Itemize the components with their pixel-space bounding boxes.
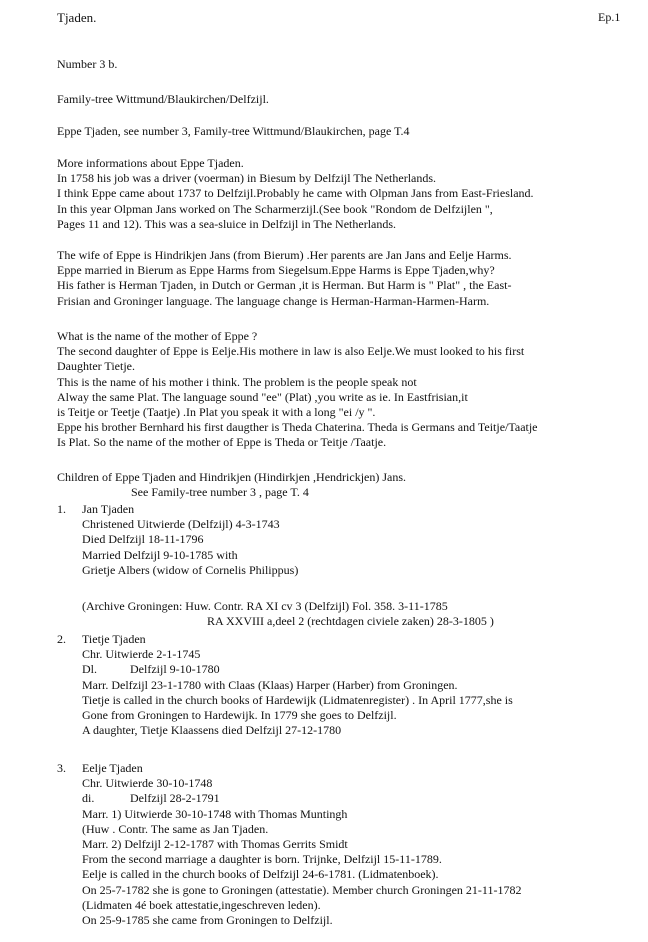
text-line: Eppe married in Bierum as Eppe Harms from Siegelsum.Eppe Harms is Eppe Tjaden,why?: [57, 263, 495, 278]
child-2-entry: [57, 632, 642, 738]
child-2-number: 2.: [57, 632, 66, 646]
family-tree-block: [57, 92, 642, 107]
died-label: Dl.: [82, 662, 97, 677]
text-line: Chr. Uitwierde 2-1-1745: [82, 647, 201, 662]
mother-paragraph: [57, 329, 642, 451]
text-line: Died Delfzijl 18-11-1796: [82, 532, 204, 547]
text-line: is Teitje or Teetje (Taatje) .In Plat you speak it with a long "ei /y ".: [57, 405, 376, 420]
more-info-paragraph: [57, 156, 642, 232]
children-heading: Children of Eppe Tjaden and Hindrikjen (Hindirkjen ,Hendrickjen) Jans.: [57, 470, 407, 484]
text-line: On 25-9-1785 she came from Groningen to Delfzijl.: [82, 913, 333, 928]
died-value: Delfzijl 28-2-1791: [130, 791, 220, 806]
text-line: His father is Herman Tjaden, in Dutch or German ,it is Herman. But Harm is " Plat" , the East-: [57, 278, 512, 293]
text-line: More informations about Eppe Tjaden.: [57, 156, 244, 170]
child-1-entry: [57, 502, 642, 578]
text-line: I think Eppe came about 1737 to Delfzijl.Probably he came with Olpman Jans from East-Friesland.: [57, 186, 534, 201]
child-1-number: 1.: [57, 502, 66, 516]
text-line: Married Delfzijl 9-10-1785 with: [82, 547, 238, 562]
text-line: Marr. 2) Delfzijl 2-12-1787 with Thomas Gerrits Smidt: [82, 837, 348, 852]
text-line: Marr. 1) Uitwierde 30-10-1748 with Thomas Muntingh: [82, 806, 348, 821]
child-3-entry: [57, 761, 642, 928]
text-line: Pages 11 and 12). This was a sea-sluice in Delfzijl in The Netherlands.: [57, 216, 397, 231]
text-line: From the second marriage a daughter is born. Trijnke, Delfzijl 15-11-1789.: [82, 852, 442, 867]
child-1-name: Jan Tjaden: [82, 502, 135, 516]
text-line: Frisian and Groninger language. The language change is Herman-Harman-Harmen-Harm.: [57, 293, 490, 308]
text-line: Gone from Groningen to Hardewijk. In 1779 she goes to Delfzijl.: [82, 708, 397, 723]
text-line: (Huw . Contr. The same as Jan Tjaden.: [82, 821, 269, 836]
child-1-archive: [57, 599, 642, 629]
number-line-block: [57, 57, 642, 72]
header-page-code: Ep.1: [598, 10, 621, 24]
wife-paragraph: [57, 248, 642, 309]
died-value: Delfzijl 9-10-1780: [130, 662, 220, 677]
child-3-number: 3.: [57, 761, 66, 775]
number-line: Number 3 b.: [57, 57, 118, 71]
died-label: di.: [82, 791, 95, 806]
text-line: Marr. Delfzijl 23-1-1780 with Claas (Klaas) Harper (Harber) from Groningen.: [82, 677, 458, 692]
text-line: Eppe his brother Bernhard his first daugther is Theda Chaterina. Theda is Germans and Teitje/Taatje: [57, 420, 538, 435]
children-see-reference: See Family-tree number 3 , page T. 4: [131, 485, 309, 500]
text-line: Tietje is called in the church books of Hardewijk (Lidmatenregister) . In April 1777,she is: [82, 692, 513, 707]
family-tree-line: Family-tree Wittmund/Blaukirchen/Delfzijl.: [57, 92, 269, 106]
text-line: Christened Uitwierde (Delfzijl) 4-3-1743: [82, 517, 280, 532]
text-line: On 25-7-1782 she is gone to Groningen (attestatie). Member church Groningen 21-11-1782: [82, 882, 522, 897]
text-line: The second daughter of Eppe is Eelje.His mothere in law is also Eelje.We must looked to his first: [57, 344, 525, 359]
archive-line: RA XXVIII a,deel 2 (rechtdagen civiele zaken) 28-3-1805 ): [207, 614, 494, 629]
text-line: In this year Olpman Jans worked on The Scharmerzijl.(See book "Rondom de Delfzijlen ",: [57, 201, 493, 216]
archive-line: (Archive Groningen: Huw. Contr. RA XI cv 3 (Delfzijl) Fol. 358. 3-11-1785: [82, 599, 448, 613]
text-line: (Lidmaten 4é boek attestatie,ingeschreven leden).: [82, 897, 321, 912]
text-line: The wife of Eppe is Hindrikjen Jans (from Bierum) .Her parents are Jan Jans and Eelje Harms.: [57, 248, 512, 262]
child-3-name: Eelje Tjaden: [82, 761, 143, 775]
text-line: Alway the same Plat. The language sound "ee" (Plat) ,you write as ie. In Eastfrisian,it: [57, 389, 468, 404]
eppe-reference-line: Eppe Tjaden, see number 3, Family-tree Wittmund/Blaukirchen, page T.4: [57, 124, 410, 138]
text-line: Grietje Albers (widow of Cornelis Philippus): [82, 562, 299, 577]
text-line: This is the name of his mother i think. The problem is the people speak not: [57, 374, 417, 389]
text-line: Daughter Tietje.: [57, 359, 135, 374]
text-line: Chr. Uitwierde 30-10-1748: [82, 776, 213, 791]
text-line: Is Plat. So the name of the mother of Eppe is Theda or Teitje /Taatje.: [57, 435, 387, 450]
child-2-name: Tietje Tjaden: [82, 632, 146, 646]
text-line: Eelje is called in the church books of Delfzijl 24-6-1781. (Lidmatenboek).: [82, 867, 439, 882]
eppe-reference-block: [57, 124, 642, 139]
text-line: A daughter, Tietje Klaassens died Delfzijl 27-12-1780: [82, 723, 342, 738]
text-line: What is the name of the mother of Eppe ?: [57, 329, 258, 343]
header-surname: Tjaden.: [57, 10, 97, 25]
text-line: In 1758 his job was a driver (voerman) in Biesum by Delfzijl The Netherlands.: [57, 171, 437, 186]
children-heading-block: [57, 470, 642, 500]
